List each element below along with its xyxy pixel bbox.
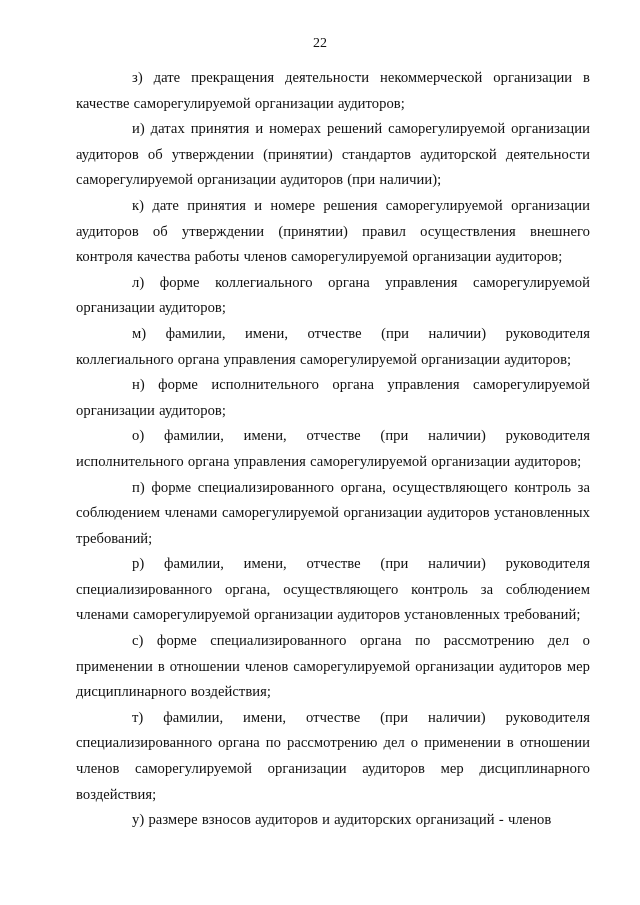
page-number: 22 [313,36,327,51]
paragraph-k: к) дате принятия и номере решения саморегулируемой организации аудиторов об утверждении (принятии) правил осуществления внешнего контроля качества работы членов саморегулируемой организации аудиторов; [76,197,590,266]
paragraph-z: з) дате прекращения деятельности некоммерческой организации в качестве саморегулируемой организации аудиторов; [76,70,590,112]
paragraph-n: н) форме исполнительного органа управления саморегулируемой организации аудиторов; [76,377,590,419]
paragraph-i: и) датах принятия и номерах решений саморегулируемой организации аудиторов об утверждении (принятии) стандартов аудиторской деятельности саморегулируемой организации аудиторов (при наличии); [76,121,590,189]
paragraph-o: о) фамилии, имени, отчестве (при наличии) руководителя исполнительного органа управления саморегулируемой организации аудиторов; [76,428,590,470]
paragraph-p: п) форме специализированного органа, осуществляющего контроль за соблюдением членами саморегулируемой организации аудиторов установленных требований; [76,479,590,547]
document-body [76,66,590,834]
paragraph-m: м) фамилии, имени, отчестве (при наличии) руководителя коллегиального органа управления саморегулируемой организации аудиторов; [76,325,590,368]
paragraph-u: у) размере взносов аудиторов и аудиторских организаций - членов [132,812,552,829]
paragraph-s: с) форме специализированного органа по рассмотрению дел о применении в отношении членов саморегулируемой организации аудиторов мер дисциплинарного воздействия; [76,633,590,701]
paragraph-l: л) форме коллегиального органа управления саморегулируемой организации аудиторов; [76,274,590,317]
paragraph-t: т) фамилии, имени, отчестве (при наличии) руководителя специализированного органа по рассмотрению дел о применении в отношении членов саморегулируемой организации аудиторов мер дисциплинарного воздействия; [76,709,590,803]
paragraph-r: р) фамилии, имени, отчестве (при наличии) руководителя специализированного органа, осуществляющего контроль за соблюдением членами саморегулируемой организации аудиторов установленных требований; [76,556,590,624]
